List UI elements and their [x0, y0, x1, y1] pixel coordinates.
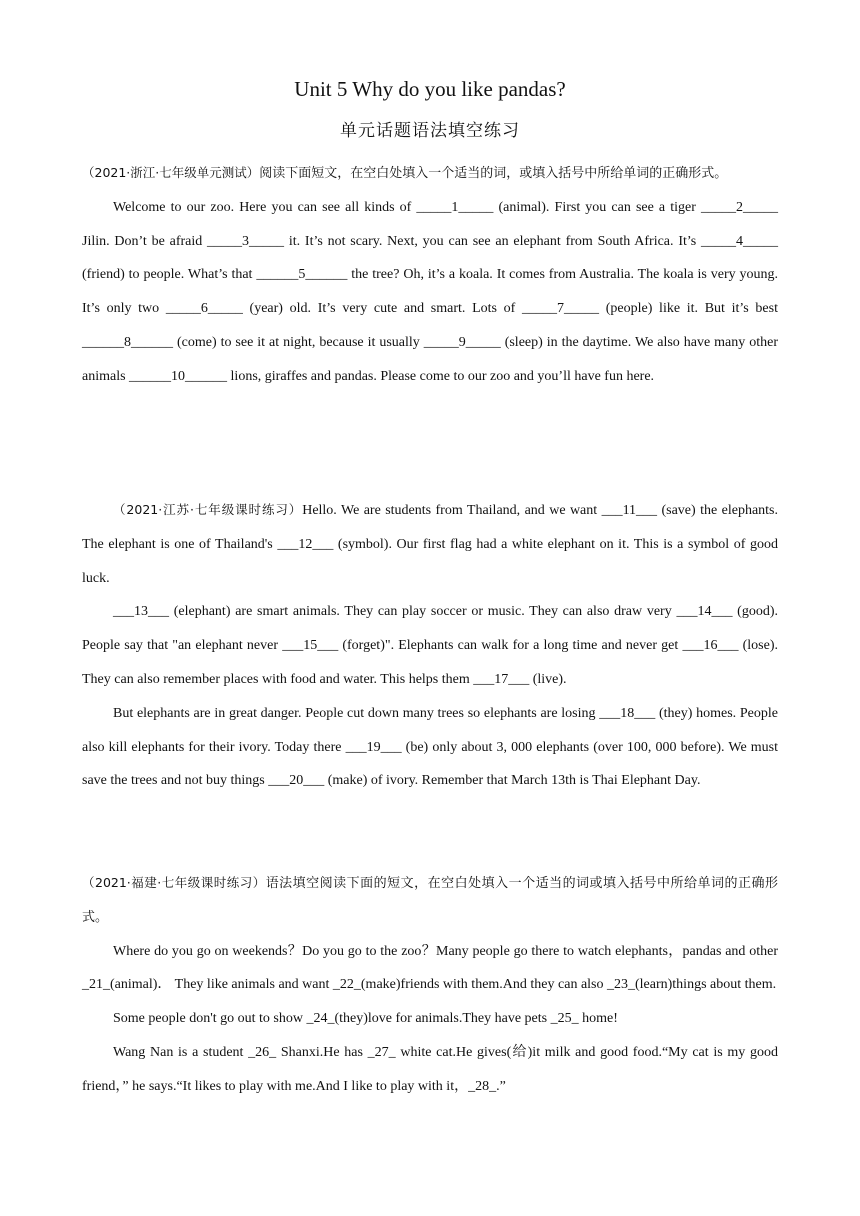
passage-3-paragraph-1: Where do you go on weekends？Do you go to the zoo？Many people go there to watch elephants，pandas and other _21_(animal)． They like animals and want _22_(make)friends with them.And they can also _23_(learn)things about them. [82, 943, 778, 993]
passage-2-source: （2021·江苏·七年级课时练习） [113, 502, 303, 517]
passage-3-intro [82, 866, 778, 935]
passage-3-paragraph-2: Some people don't go out to show _24_(they)love for animals.They have pets _25_ home! [113, 1011, 618, 1027]
passage-3-source: （2021·福建·七年级课时练习） [82, 875, 266, 890]
passage-1-source: （2021·浙江·七年级单元测试） [82, 165, 260, 180]
passage-2-text-1: Hello. We are students from Thailand, and we want ___11___ (save) the elephants. The elephant is one of Thailand's ___12___ (symbol). Our first flag had a white elephant on it. This is a symbol of good luck. [82, 503, 778, 586]
passage-1-instruction: 阅读下面短文，在空白处填入一个适当的词，或填入括号中所给单词的正确形式。 [259, 166, 728, 181]
passage-2-paragraph-1 [82, 493, 778, 595]
passage-3 [82, 866, 778, 1104]
passage-1-intro [82, 156, 778, 191]
passage-3-instruction: 语法填空阅读下面的短文，在空白处填入一个适当的词或填入括号中所给单词的正确形式。 [82, 876, 778, 925]
page-title: Unit 5 Why do you like pandas? [294, 77, 566, 101]
passage-1-text: Welcome to our zoo. Here you can see all kinds of _____1_____ (animal). First you can see a tiger _____2_____ Jilin. Don’t be afraid _____3_____ it. It’s not scary. Next, you can see an elephant from South Africa. It’s _____4_____ (friend) to people. What’s that ______5______ the tree? Oh, it’s a koala. It comes from Australia. The koala is very young. It’s only two _____6_____ (year) old. It’s very cute and smart. Lots of _____7_____ (people) like it. But it’s best ______8______ (come) to see it at night, because it usually _____9_____ (sleep) in the daytime. We also have many other animals ______10______ lions, giraffes and pandas. Please come to our zoo and you’ll have fun here. [82, 199, 778, 384]
page-subtitle: 单元话题语法填空练习 [340, 121, 520, 141]
passage-2-paragraph-2: ___13___ (elephant) are smart animals. They can play soccer or music. They can also draw very ___14___ (good). People say that "an elephant never ___15___ (forget)". Elephants can walk for a long time and never get ___16___ (lose). They can also remember places with food and water. This helps them ___17___ (live). [82, 604, 778, 687]
passage-3-paragraph-3: Wang Nan is a student _26_ Shanxi.He has _27_ white cat.He gives(给)it milk and good food.“My cat is my good friend，” he says.“It likes to play with me.And I like to play with it，_28_.” [82, 1044, 778, 1094]
passage-1 [82, 156, 778, 394]
passage-2 [82, 493, 778, 798]
passage-2-paragraph-3: But elephants are in great danger. People cut down many trees so elephants are losing ___18___ (they) homes. People also kill elephants for their ivory. Today there ___19___ (be) only about 3, 000 elephants (over 100, 000 before). We must save the trees and not buy things ___20___ (make) of ivory. Remember that March 13th is Thai Elephant Day. [82, 705, 778, 789]
